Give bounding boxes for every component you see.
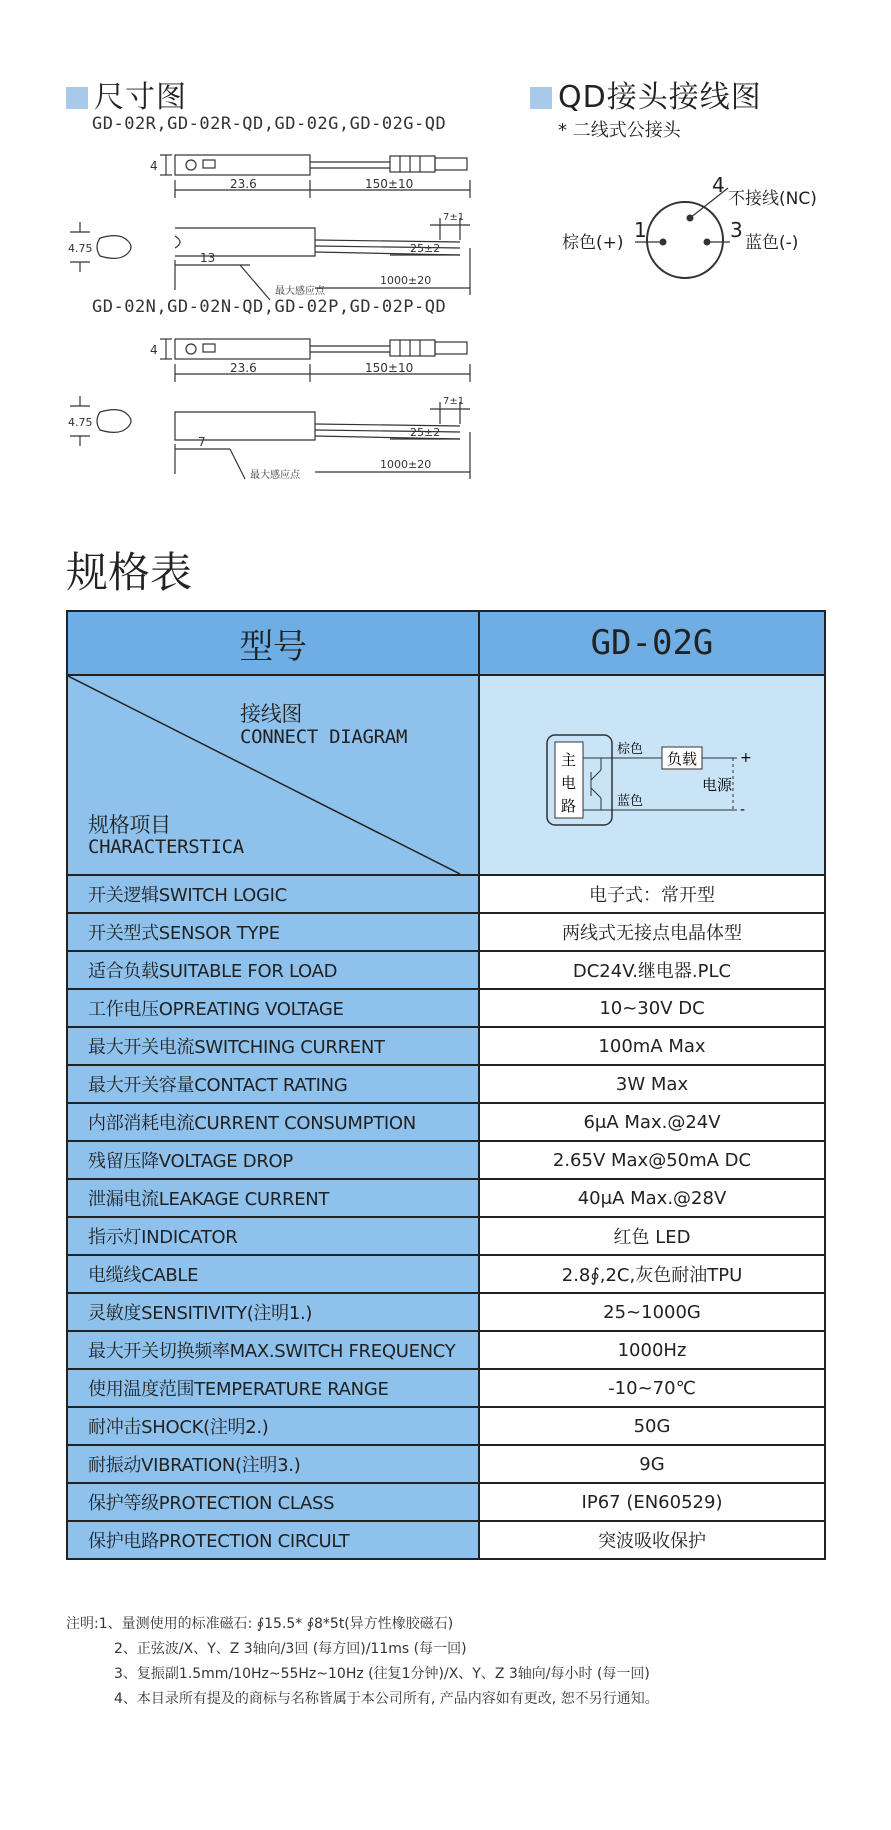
spec-row bbox=[67, 1521, 825, 1559]
item-label-en: CHARACTERSTICA bbox=[88, 836, 244, 858]
diagram-label-en: CONNECT DIAGRAM bbox=[240, 726, 408, 748]
dim-thick: 4.75 bbox=[68, 242, 93, 255]
spec-row bbox=[67, 1103, 825, 1141]
dim-thick: 4.75 bbox=[68, 416, 93, 429]
pin4-number: 4 bbox=[712, 173, 725, 197]
spec-row bbox=[67, 1331, 825, 1369]
spec-label: 工作电压OPREATING VOLTAGE bbox=[67, 989, 479, 1027]
spec-label: 耐振动VIBRATION(注明3.) bbox=[67, 1445, 479, 1483]
power-minus: - bbox=[740, 802, 746, 818]
dim-h: 4 bbox=[150, 159, 158, 173]
spec-label: 电缆线CABLE bbox=[67, 1255, 479, 1293]
spec-row bbox=[67, 1293, 825, 1331]
spec-value: IP67 (EN60529) bbox=[479, 1483, 825, 1521]
spec-value: 6μA Max.@24V bbox=[479, 1103, 825, 1141]
dimensions-title: 尺寸图 bbox=[66, 72, 187, 116]
circuit-elec: 电 bbox=[561, 774, 577, 792]
pin4-label: 不接线(NC) bbox=[728, 189, 817, 209]
dim-cable: 150±10 bbox=[365, 177, 414, 191]
spec-value: 突波吸收保护 bbox=[479, 1521, 825, 1559]
drawing-2 bbox=[60, 324, 520, 484]
spec-value: 25~1000G bbox=[479, 1293, 825, 1331]
spec-row bbox=[67, 1483, 825, 1521]
pin3-label: 蓝色(-) bbox=[745, 233, 799, 253]
spec-value: 10~30V DC bbox=[479, 989, 825, 1027]
qd-title: QD接头接线图 bbox=[530, 72, 762, 116]
spec-row bbox=[67, 913, 825, 951]
model-header-label: 型号 bbox=[67, 611, 479, 675]
spec-row bbox=[67, 1255, 825, 1293]
diagram-row-label bbox=[67, 675, 479, 875]
dim-sense: 最大感应点 bbox=[275, 286, 325, 297]
spec-value: 2.8∮,2C,灰色耐油TPU bbox=[479, 1255, 825, 1293]
spec-table bbox=[66, 610, 826, 1560]
spec-label: 最大开关切换频率MAX.SWITCH FREQUENCY bbox=[67, 1331, 479, 1369]
spec-row bbox=[67, 1407, 825, 1445]
spec-label: 残留压降VOLTAGE DROP bbox=[67, 1141, 479, 1179]
item-label-cn: 规格项目 bbox=[88, 813, 171, 837]
spec-row bbox=[67, 951, 825, 989]
sensor-body-top bbox=[175, 155, 310, 175]
wiring-diagram bbox=[537, 710, 767, 840]
spec-label: 保护等级PROTECTION CLASS bbox=[67, 1483, 479, 1521]
spec-label: 开关逻辑SWITCH LOGIC bbox=[67, 875, 479, 913]
dim-h: 4 bbox=[150, 343, 158, 357]
power-plus: + bbox=[740, 750, 752, 766]
model-header-value: GD-02G bbox=[479, 611, 825, 675]
spec-value: -10~70℃ bbox=[479, 1369, 825, 1407]
note-3: 3、复振副1.5mm/10Hz~55Hz~10Hz (往复1分钟)/X、Y、Z 3轴向/每小时 (每一回) bbox=[114, 1666, 650, 1682]
spec-label: 耐冲击SHOCK(注明2.) bbox=[67, 1407, 479, 1445]
spec-row bbox=[67, 1445, 825, 1483]
spec-value: 1000Hz bbox=[479, 1331, 825, 1369]
dim-offset: 13 bbox=[200, 251, 216, 265]
load-label: 负载 bbox=[667, 750, 698, 768]
dim-cable: 150±10 bbox=[365, 361, 414, 375]
spec-value: 50G bbox=[479, 1407, 825, 1445]
dim-len: 23.6 bbox=[230, 361, 257, 375]
spec-row bbox=[67, 1217, 825, 1255]
spec-title: 规格表 bbox=[66, 548, 193, 597]
spec-row bbox=[67, 1369, 825, 1407]
spec-value: 两线式无接点电晶体型 bbox=[479, 913, 825, 951]
wire-brown: 棕色 bbox=[617, 742, 644, 757]
dim-t2: 25±2 bbox=[410, 242, 441, 255]
spec-value: 40μA Max.@28V bbox=[479, 1179, 825, 1217]
spec-value: 电子式：常开型 bbox=[479, 875, 825, 913]
spec-label: 使用温度范围TEMPERATURE RANGE bbox=[67, 1369, 479, 1407]
spec-row bbox=[67, 1179, 825, 1217]
spec-header-row bbox=[67, 611, 825, 675]
spec-value: 3W Max bbox=[479, 1065, 825, 1103]
section-marker bbox=[530, 87, 552, 109]
spec-label: 指示灯INDICATOR bbox=[67, 1217, 479, 1255]
spec-row bbox=[67, 1027, 825, 1065]
note-1: 注明:1、量测使用的标准磁石: ∮15.5* ∮8*5t(异方性橡胶磁石) bbox=[66, 1616, 454, 1632]
spec-value: DC24V.继电器.PLC bbox=[479, 951, 825, 989]
section-marker bbox=[66, 87, 88, 109]
note-4: 4、本目录所有提及的商标与名称皆属于本公司所有, 产品内容如有更改, 恕不另行通知。 bbox=[114, 1691, 659, 1707]
dim-t3: 1000±20 bbox=[380, 274, 432, 287]
spec-label: 最大开关电流SWITCHING CURRENT bbox=[67, 1027, 479, 1065]
connector-face bbox=[647, 202, 723, 278]
qd-subtitle: * 二线式公接头 bbox=[558, 120, 681, 141]
power-label: 电源 bbox=[702, 776, 733, 794]
note-2: 2、正弦波/X、Y、Z 3轴向/3回 (每方回)/11ms (每一回) bbox=[114, 1641, 467, 1657]
pin3-number: 3 bbox=[730, 218, 743, 242]
spec-label: 开关型式SENSOR TYPE bbox=[67, 913, 479, 951]
wire-blue: 蓝色 bbox=[617, 794, 644, 809]
dim-len: 23.6 bbox=[230, 177, 257, 191]
spec-value: 9G bbox=[479, 1445, 825, 1483]
dim-t3: 1000±20 bbox=[380, 458, 432, 471]
spec-row bbox=[67, 1065, 825, 1103]
notes bbox=[66, 1612, 659, 1712]
dim-sense: 最大感应点 bbox=[250, 470, 300, 481]
dim-t1: 7±1 bbox=[443, 396, 465, 407]
spec-value: 红色 LED bbox=[479, 1217, 825, 1255]
spec-label: 泄漏电流LEAKAGE CURRENT bbox=[67, 1179, 479, 1217]
qd-connector-diagram bbox=[550, 160, 870, 290]
circuit-road: 路 bbox=[561, 797, 577, 815]
dim-offset: 7 bbox=[198, 435, 206, 449]
spec-row bbox=[67, 989, 825, 1027]
models-row2: GD-02N,GD-02N-QD,GD-02P,GD-02P-QD bbox=[92, 297, 447, 317]
spec-label: 适合负载SUITABLE FOR LOAD bbox=[67, 951, 479, 989]
diagram-label-cn: 接线图 bbox=[240, 702, 303, 726]
diagram-row bbox=[67, 675, 825, 875]
spec-label: 内部消耗电流CURRENT CONSUMPTION bbox=[67, 1103, 479, 1141]
dim-t1: 7±1 bbox=[443, 212, 465, 223]
dim-t2: 25±2 bbox=[410, 426, 441, 439]
spec-label: 灵敏度SENSITIVITY(注明1.) bbox=[67, 1293, 479, 1331]
drawing-1 bbox=[60, 140, 520, 300]
spec-value: 100mA Max bbox=[479, 1027, 825, 1065]
spec-value: 2.65V Max@50mA DC bbox=[479, 1141, 825, 1179]
models-row1: GD-02R,GD-02R-QD,GD-02G,GD-02G-QD bbox=[92, 114, 447, 134]
spec-row bbox=[67, 1141, 825, 1179]
spec-label: 保护电路PROTECTION CIRCULT bbox=[67, 1521, 479, 1559]
pin1-number: 1 bbox=[634, 218, 647, 242]
circuit-main: 主 bbox=[561, 751, 577, 769]
pin1-label: 棕色(+) bbox=[562, 233, 624, 253]
wiring-diagram-cell bbox=[479, 675, 825, 875]
spec-label: 最大开关容量CONTACT RATING bbox=[67, 1065, 479, 1103]
spec-row bbox=[67, 875, 825, 913]
